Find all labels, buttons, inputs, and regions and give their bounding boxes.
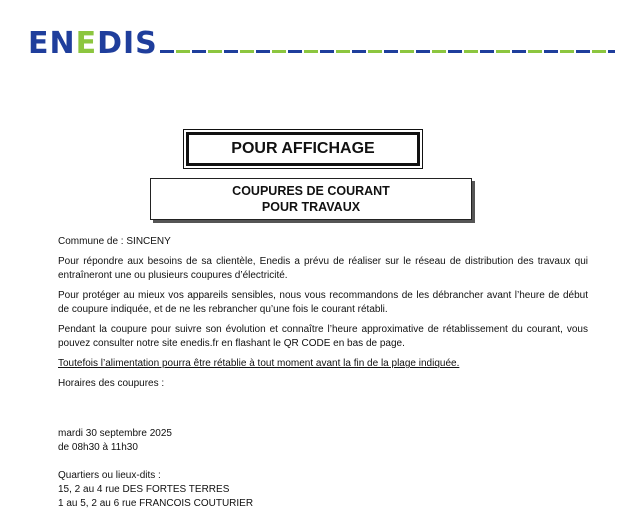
logo-part-2: E <box>75 26 98 61</box>
outage-time: de 08h30 à 11h30 <box>58 442 138 453</box>
paragraph-3: Pendant la coupure pour suivre son évolution et connaître l’heure approximative de rétablissement du courant, vous pouvez consulter notre site enedis.fr en flashant le QR CODE en bas de page. <box>58 324 588 349</box>
spacer <box>58 397 588 427</box>
spacer-2 <box>58 455 588 469</box>
address-2: 1 au 5, 2 au 6 rue FRANCOIS COUTURIER <box>58 498 254 509</box>
warning-text: Toutefois l’alimentation pourra être rétablie à tout moment avant la fin de la plage indiquée. <box>58 358 460 369</box>
coupures-box <box>150 178 472 220</box>
paragraph-2: Pour protéger au mieux vos appareils sensibles, nous vous recommandons de les débrancher avant l’heure de début de coupure indiquée, et de ne les rebrancher qu’une fois le courant rétabli. <box>58 290 588 315</box>
notice-body <box>58 235 588 511</box>
horaires-label: Horaires des coupures : <box>58 378 165 389</box>
logo-part-3: DIS <box>97 26 158 61</box>
paragraph-1: Pour répondre aux besoins de sa clientèle, Enedis a prévu de réaliser sur le réseau de distribution des travaux qui entraîneront une ou plusieurs coupures d’électricité. <box>58 256 588 281</box>
coupures-title-line1: COUPURES DE COURANT <box>232 184 390 198</box>
coupures-title-line2: POUR TRAVAUX <box>261 200 361 214</box>
address-1: 15, 2 au 4 rue DES FORTES TERRES <box>58 484 230 495</box>
outage-date: mardi 30 septembre 2025 <box>58 428 172 439</box>
affichage-box <box>186 132 420 166</box>
logo-stripe <box>160 50 615 53</box>
enedis-logo <box>28 28 158 60</box>
commune: Commune de : SINCENY <box>58 236 171 247</box>
quartiers-label: Quartiers ou lieux-dits : <box>58 470 161 481</box>
logo-part-1: EN <box>28 26 76 61</box>
affichage-title: POUR AFFICHAGE <box>231 140 375 157</box>
